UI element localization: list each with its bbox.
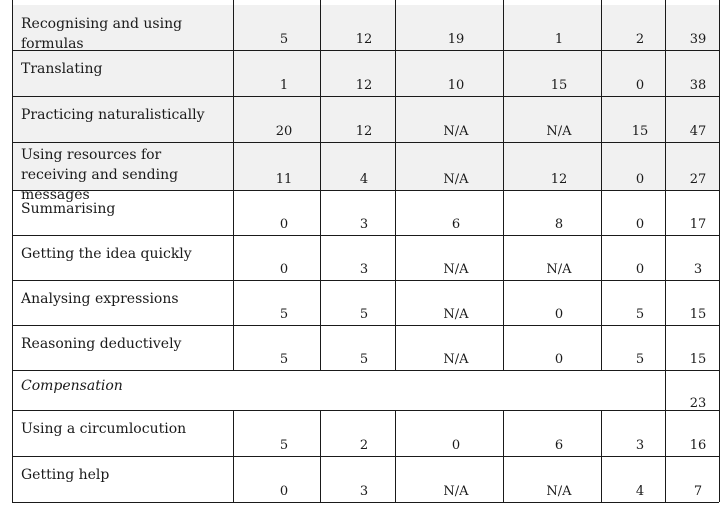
value-cell: 6 [451,217,461,232]
row-total: 38 [689,78,707,93]
column-divider [12,190,13,235]
column-divider [320,410,321,456]
column-divider [320,456,321,502]
column-divider [503,280,504,325]
row-total: 39 [689,32,707,47]
value-cell: N/A [443,262,469,277]
column-divider [233,190,234,235]
column-divider [503,456,504,502]
value-cell: 0 [635,262,645,277]
column-divider [12,456,13,502]
column-divider [601,50,602,96]
row-divider [12,235,719,236]
value-cell: 5 [635,352,645,367]
column-divider [320,96,321,142]
column-divider [12,410,13,456]
value-cell: 3 [359,262,369,277]
column-divider [601,0,602,50]
value-cell: 0 [279,262,289,277]
row-divider [12,96,719,97]
value-cell: 10 [447,78,465,93]
column-divider [601,325,602,370]
row-total: 3 [693,262,703,277]
row-total: 7 [693,484,703,499]
row-divider [12,502,719,503]
column-divider [233,96,234,142]
column-divider [601,456,602,502]
strategy-label: Using resources for receiving and sending messages [21,147,179,203]
row-divider [12,370,719,371]
value-cell: 0 [635,217,645,232]
value-cell: 1 [554,32,564,47]
column-divider [395,325,396,370]
row-total: 15 [689,307,707,322]
column-divider [601,235,602,280]
column-divider [233,410,234,456]
column-divider [12,50,13,96]
column-divider [12,280,13,325]
value-cell: 2 [359,438,369,453]
value-cell: 12 [355,32,373,47]
column-divider [233,50,234,96]
value-cell: 0 [279,484,289,499]
row-divider [12,456,719,457]
column-divider [320,325,321,370]
value-cell: N/A [443,307,469,322]
column-divider [503,142,504,190]
column-divider [233,325,234,370]
row-total: 17 [689,217,707,232]
strategy-label: Getting help [21,467,110,483]
value-cell: 0 [554,352,564,367]
strategy-label: Practicing naturalistically [21,107,205,123]
column-divider [601,280,602,325]
column-divider [320,0,321,50]
value-cell: 0 [635,172,645,187]
column-divider [601,142,602,190]
column-divider [719,370,720,410]
column-divider [665,370,666,410]
value-cell: 12 [355,78,373,93]
value-cell: 20 [275,124,293,139]
strategy-label: Getting the idea quickly [21,245,192,262]
column-divider [233,456,234,502]
column-divider [503,235,504,280]
row-divider [12,325,719,326]
row-divider [12,142,719,143]
column-divider [320,142,321,190]
column-divider [233,142,234,190]
value-cell: 5 [279,307,289,322]
strategy-label: Analysing expressions [21,290,179,307]
value-cell: 3 [635,438,645,453]
strategy-label: Using a circumlocution [21,421,187,437]
value-cell: 6 [554,438,564,453]
column-divider [395,50,396,96]
column-divider [233,0,234,50]
value-cell: 11 [275,172,293,187]
value-cell: 2 [635,32,645,47]
column-divider [12,235,13,280]
column-divider [395,280,396,325]
column-divider [503,325,504,370]
value-cell: N/A [546,124,572,139]
row-total: 16 [689,438,707,453]
value-cell: 5 [279,32,289,47]
value-cell: 12 [550,172,568,187]
value-cell: 0 [554,307,564,322]
column-divider [12,0,13,50]
column-divider [395,456,396,502]
column-divider [503,190,504,235]
value-cell: 5 [359,352,369,367]
strategy-label: Translating [21,61,103,77]
column-divider [320,280,321,325]
row-total: 27 [689,172,707,187]
value-cell: 3 [359,484,369,499]
value-cell: 5 [359,307,369,322]
value-cell: 1 [279,78,289,93]
value-cell: 12 [355,124,373,139]
column-divider [12,142,13,190]
column-divider [12,325,13,370]
value-cell: N/A [443,352,469,367]
row-total: 47 [689,124,707,139]
column-divider [320,50,321,96]
column-divider [320,190,321,235]
column-divider [12,370,13,410]
value-cell: 0 [451,438,461,453]
strategy-label: Reasoning deductively [21,335,182,352]
value-cell: 15 [550,78,568,93]
value-cell: 5 [279,352,289,367]
value-cell: 15 [631,124,649,139]
value-cell: N/A [546,484,572,499]
column-divider [395,142,396,190]
column-divider [503,0,504,50]
column-divider [395,235,396,280]
value-cell: 3 [359,217,369,232]
column-divider [395,96,396,142]
value-cell: N/A [546,262,572,277]
value-cell: 4 [359,172,369,187]
value-cell: 8 [554,217,564,232]
value-cell: 5 [279,438,289,453]
strategy-label: Summarising [21,200,116,217]
column-divider [12,96,13,142]
column-divider [395,0,396,50]
column-divider [601,190,602,235]
value-cell: 0 [279,217,289,232]
strategy-label: Recognising and using formulas [21,15,183,52]
value-cell: 4 [635,484,645,499]
value-cell: N/A [443,124,469,139]
column-divider [601,410,602,456]
column-divider [233,280,234,325]
category-total: 23 [689,396,707,411]
value-cell: 5 [635,307,645,322]
column-divider [233,235,234,280]
row-total: 15 [689,352,707,367]
column-divider [503,50,504,96]
column-divider [503,96,504,142]
value-cell: N/A [443,172,469,187]
column-divider [320,235,321,280]
value-cell: 0 [635,78,645,93]
section-label: Compensation [21,378,123,394]
column-divider [395,410,396,456]
column-divider [503,410,504,456]
row-divider [12,280,719,281]
column-divider [395,190,396,235]
row-divider [12,410,719,411]
column-divider [601,96,602,142]
value-cell: 19 [447,32,465,47]
value-cell: N/A [443,484,469,499]
